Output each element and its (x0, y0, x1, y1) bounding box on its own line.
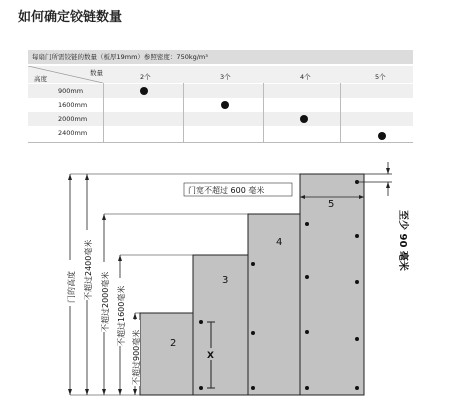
col-4: 4个 (300, 73, 311, 81)
col-3: 3个 (220, 73, 231, 81)
hinge (355, 280, 359, 284)
height-label-900: 不超过900毫米 (132, 329, 141, 385)
col-5: 5个 (375, 73, 386, 81)
table-note: 每扇门所需铰链的数量（板厚19mm）参照密度：750kg/m³ (28, 50, 413, 64)
height-label-2000: 不超过2000毫米 (101, 271, 110, 332)
hinge (305, 330, 309, 334)
row-height-2400: 2400mm (58, 129, 88, 137)
min-distance-label: 至少 90 毫米 (397, 210, 408, 271)
height-label-1600: 不超过1600毫米 (117, 285, 126, 346)
row-height-900: 900mm (58, 87, 84, 95)
height-label-door: 门的高度 (67, 271, 76, 303)
hinge (355, 234, 359, 238)
door-width-label: 门宽不超过 600 毫米 (188, 186, 265, 195)
door-4-number: 4 (276, 237, 283, 248)
hinge (199, 320, 203, 324)
hinge (305, 222, 309, 226)
row-height-2000: 2000mm (58, 115, 88, 123)
col-2: 2个 (140, 73, 151, 81)
hinge (251, 331, 255, 335)
header-qty: 数量 (90, 69, 103, 77)
hinge (355, 386, 359, 390)
hinge (305, 275, 309, 279)
door-3-number: 3 (222, 275, 229, 286)
row-height-1600: 1600mm (58, 101, 88, 109)
hinge (355, 337, 359, 341)
page-title: 如何确定铰链数量 (18, 10, 123, 25)
door-5-number: 5 (328, 199, 335, 210)
hinge (199, 386, 203, 390)
height-label-2400: 不超过2400毫米 (84, 239, 93, 300)
hinge (251, 262, 255, 266)
hinge (305, 386, 309, 390)
hinge (251, 386, 255, 390)
x-label: X (207, 351, 214, 361)
door-2-number: 2 (170, 338, 177, 349)
header-height: 高度 (34, 75, 47, 83)
